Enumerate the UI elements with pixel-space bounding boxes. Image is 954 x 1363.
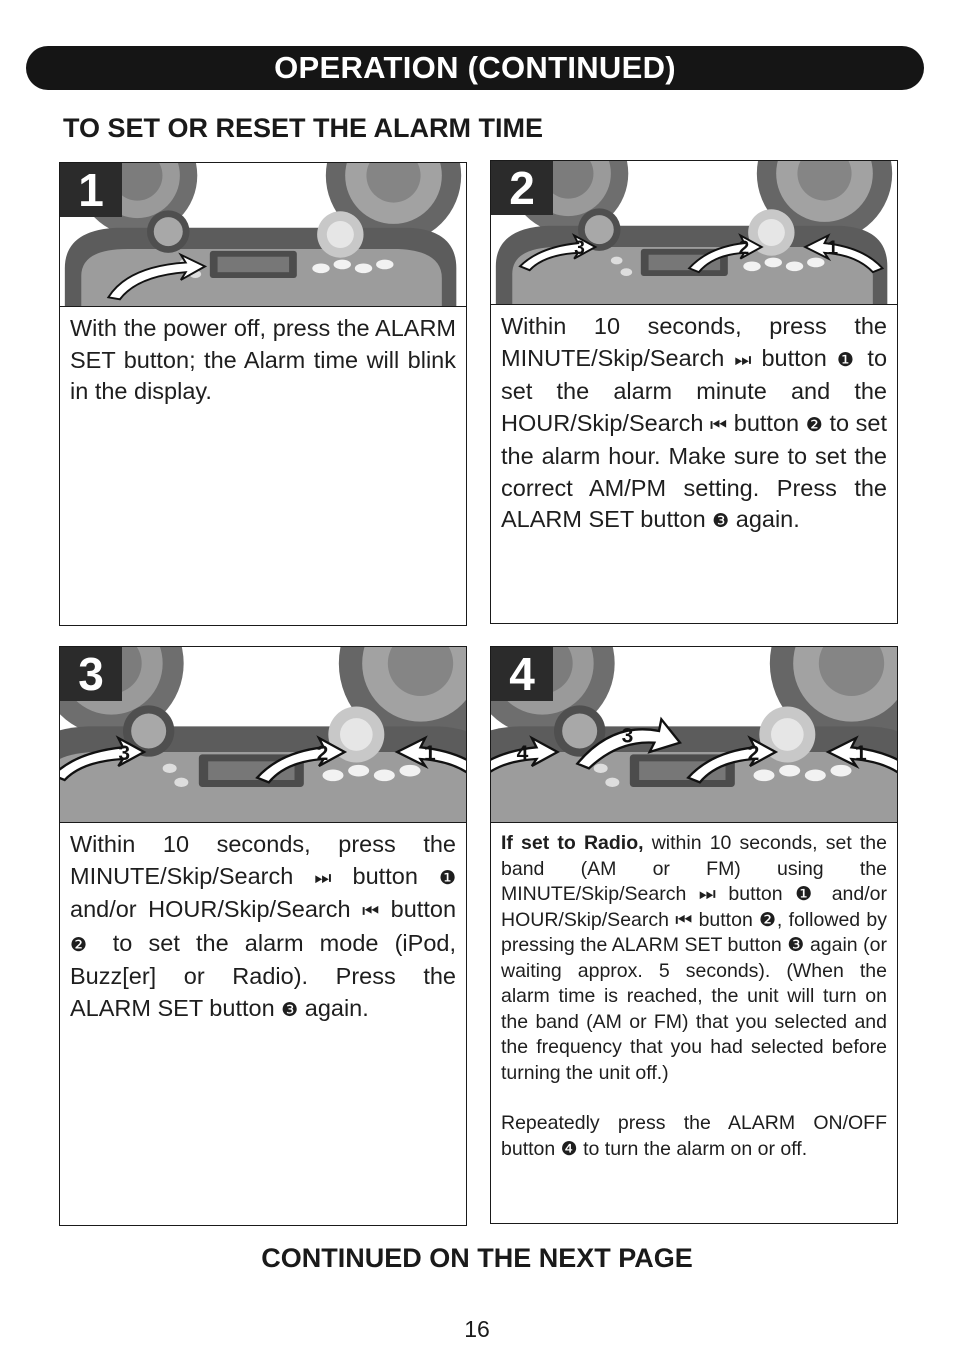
step-4-arrow-label: 4	[516, 742, 529, 766]
skip-back-icon: ⏮	[675, 908, 693, 931]
circled-1-icon: ❶	[836, 348, 858, 371]
step-2-number: 2	[491, 161, 553, 215]
skip-forward-icon: ⏭	[314, 866, 332, 889]
step-4-arrow-label: 3	[621, 724, 634, 748]
step-3-text: Within 10 seconds, press the MINUTE/Skip/Search ⏭ button ❶ and/or HOUR/Skip/Search ⏮ button ❷ to set the alarm mode (iPod, Buzz[er] or Radio). Press the ALARM SET button ❸ again.	[70, 831, 457, 1021]
step-3-panel	[59, 646, 467, 1226]
step-4-panel	[490, 646, 898, 1224]
circled-3-icon: ❸	[712, 510, 730, 532]
circled-1-icon: ❶	[438, 866, 456, 889]
step-1-text: With the power off, press the ALARM SET button; the Alarm time will blink in the display.	[70, 315, 456, 404]
step-4-illustration	[491, 647, 897, 823]
circled-3-icon: ❸	[787, 934, 805, 956]
step-2-arrow-label: 2	[738, 237, 750, 259]
step-3-arrow-label: 1	[424, 742, 436, 766]
step-2-arrow-label: 1	[827, 237, 839, 259]
step-4-text: If set to Radio, within 10 seconds, set the band (AM or FM) using the MINUTE/Skip/Search ⏭ button ❶ and/or HOUR/Skip/Search ⏮ button ❷, followed by pressing the ALARM SET button ❸ again (or waiting approx. 5 seconds). (When the alarm time is reached, the unit will turn on the band (AM or FM) that you selected and the frequency that you had selected before turning the unit off.) Repeatedly press the ALARM ON/OFF button ❹ to turn the alarm on or off.	[501, 832, 887, 1160]
circled-4-icon: ❹	[560, 1137, 578, 1160]
step-4-arrow-label: 1	[855, 742, 867, 766]
skip-back-icon: ⏮	[710, 413, 728, 436]
step-1-number: 1	[60, 163, 122, 217]
skip-forward-icon: ⏭	[698, 883, 716, 905]
circled-2-icon: ❷	[759, 908, 777, 931]
step-3-arrow-label: 2	[316, 742, 329, 766]
skip-back-icon: ⏮	[362, 900, 380, 922]
step-4-bold-lead: If set to Radio,	[501, 832, 644, 854]
step-3-arrow-label: 3	[118, 742, 131, 766]
section-title: TO SET OR RESET THE ALARM TIME	[63, 113, 544, 143]
step-3-illustration	[60, 647, 466, 823]
circled-2-icon: ❷	[70, 933, 97, 956]
header-banner	[26, 46, 924, 90]
header-title: OPERATION (CONTINUED)	[274, 50, 676, 85]
step-2-arrow-label: 3	[574, 237, 585, 259]
step-4-number: 4	[491, 647, 553, 701]
step-2-illustration	[491, 161, 897, 305]
circled-1-icon: ❶	[795, 883, 820, 905]
circled-3-icon: ❸	[281, 998, 299, 1021]
step-4-arrow-label: 2	[747, 742, 760, 766]
step-3-number: 3	[60, 647, 122, 701]
step-2-text: Within 10 seconds, press the MINUTE/Skip/Search ⏭ button ❶ to set the alarm minute and the HOUR/Skip/Search ⏮ button ❷ to set the alarm hour. Make sure to set the correct AM/PM setting. Press the ALARM SET button ❸ again.	[501, 313, 888, 532]
circled-2-icon: ❷	[805, 413, 823, 436]
skip-forward-icon: ⏭	[734, 348, 752, 371]
continued-note: CONTINUED ON THE NEXT PAGE	[261, 1243, 693, 1273]
step-2-panel	[490, 160, 898, 624]
step-1-panel	[59, 162, 467, 626]
page-number: 16	[464, 1316, 490, 1342]
step-1-illustration	[60, 163, 466, 307]
